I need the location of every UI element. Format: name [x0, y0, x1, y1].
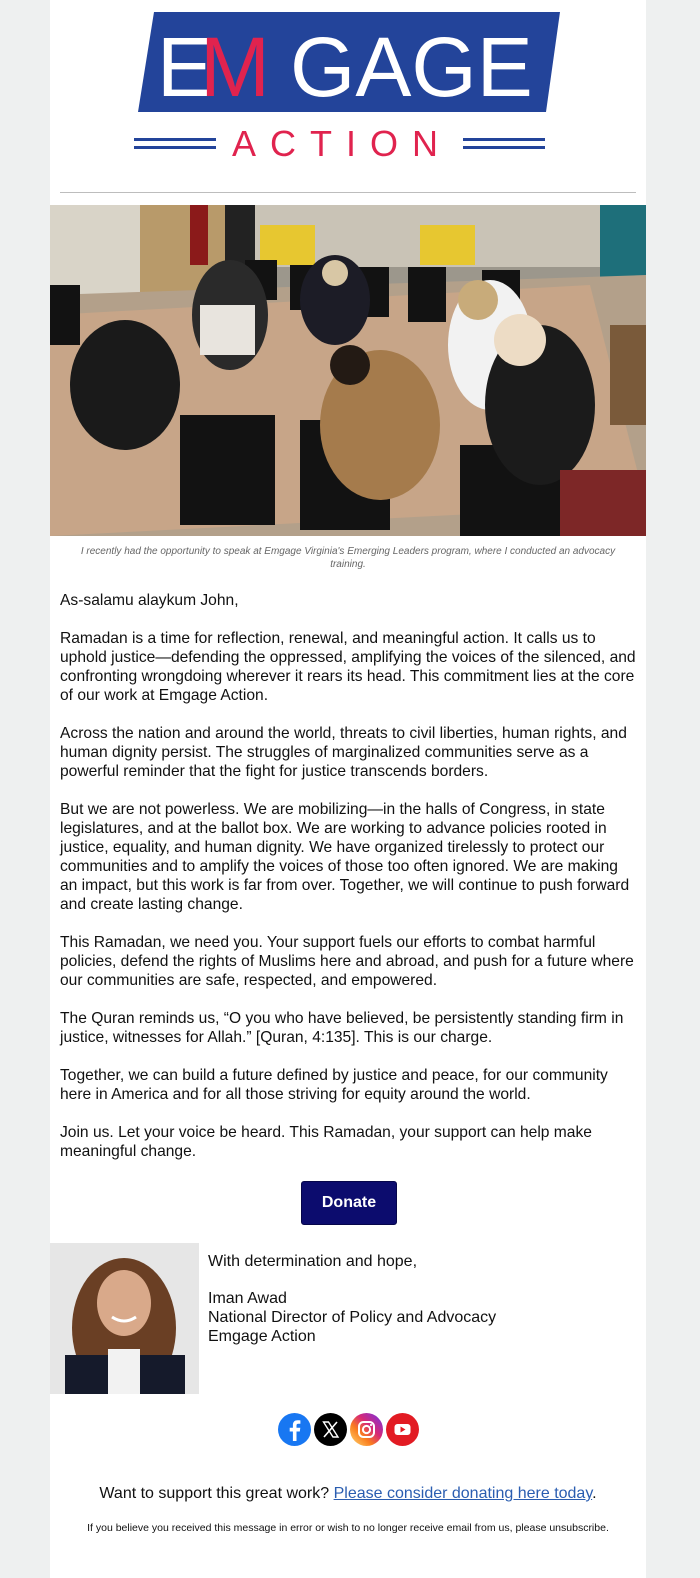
donate-button[interactable]: Donate [301, 1181, 397, 1225]
x-icon[interactable] [314, 1413, 347, 1446]
signature-name: Iman Awad [208, 1290, 287, 1307]
svg-text:M: M [200, 20, 270, 114]
donate-link[interactable]: Please consider donating here today [333, 1485, 593, 1502]
greeting: As-salamu alaykum John, [60, 592, 239, 609]
author-portrait [50, 1243, 199, 1394]
signature-org: Emgage Action [208, 1328, 316, 1345]
social-links [278, 1413, 419, 1447]
header-divider [60, 192, 636, 193]
support-period: . [592, 1485, 597, 1502]
support-prompt: Want to support this great work? [99, 1485, 330, 1502]
body-paragraph: Across the nation and around the world, threats to civil liberties, human rights, and human dignity persist. The struggles of marginalized communities serve as a powerful reminder that the fight for justice transcends borders. [60, 725, 627, 780]
emgage-action-logo[interactable] [50, 0, 646, 175]
instagram-icon[interactable] [350, 1413, 383, 1446]
hero-caption: I recently had the opportunity to speak at Emgage Virginia's Emerging Leaders program, where I conducted an advocacy training. [80, 546, 616, 570]
letter-body [60, 591, 638, 1180]
body-paragraph: Join us. Let your voice be heard. This Ramadan, your support can help make meaningful change. [60, 1124, 592, 1160]
body-paragraph: Ramadan is a time for reflection, renewal, and meaningful action. It calls us to uphold justice—defending the oppressed, amplifying the voices of the silenced, and confronting wrongdoing wherever it rears its head. This commitment lies at the core of our work at Emgage Action. [60, 630, 636, 704]
unsubscribe-footer[interactable]: If you believe you received this message in error or wish to no longer receive email from us, please unsubscribe. [87, 1522, 609, 1534]
signature-block [208, 1252, 628, 1346]
signature-closing: With determination and hope, [208, 1253, 418, 1270]
signature-title: National Director of Policy and Advocacy [208, 1309, 497, 1326]
svg-text:E: E [157, 20, 214, 114]
facebook-icon[interactable] [278, 1413, 311, 1446]
email-container [50, 0, 646, 1578]
body-paragraph: Together, we can build a future defined by justice and peace, for our community here in America and for all those striving for equity around the world. [60, 1067, 608, 1103]
youtube-icon[interactable] [386, 1413, 419, 1446]
support-line [50, 1484, 646, 1503]
hero-photo [50, 205, 646, 536]
body-paragraph: But we are not powerless. We are mobilizing—in the halls of Congress, in state legislatures, and at the ballot box. We are working to advance policies rooted in justice, equality, and human dignity. We have organized tirelessly to protect our communities and to amplify the voices of those too often ignored. We are making an impact, but this work is far from over. Together, we will continue to push forward and create lasting change. [60, 801, 630, 913]
svg-text:ACTION: ACTION [231, 123, 453, 164]
svg-text:GAGE: GAGE [290, 20, 533, 114]
body-paragraph: The Quran reminds us, “O you who have believed, be persistently standing firm in justice, witnesses for Allah.” [Quran, 4:135]. This is our charge. [60, 1010, 624, 1046]
body-paragraph: This Ramadan, we need you. Your support fuels our efforts to combat harmful policies, defend the rights of Muslims here and abroad, and push for a future where our communities are safe, respected, and empowered. [60, 934, 634, 989]
